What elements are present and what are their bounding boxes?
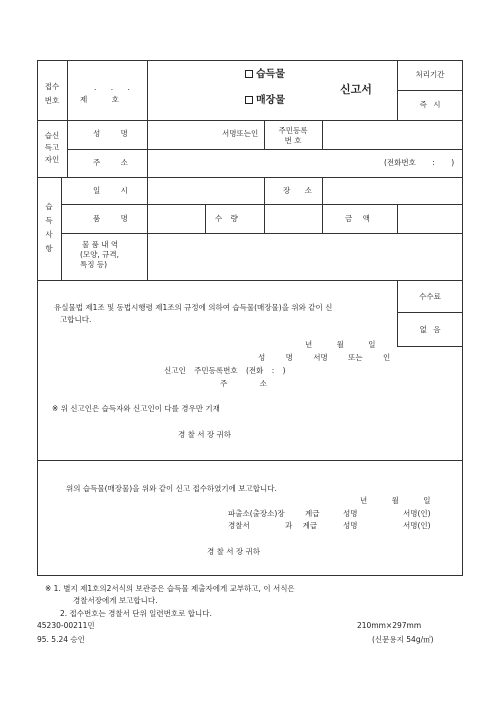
divider [264,120,265,149]
report-row2-sign: 서명(인) [403,521,431,530]
divider [264,177,265,204]
divider [37,280,463,281]
divider [147,177,148,280]
report-row2-rank: 과 계급 [285,521,318,530]
report-recipient: 경 찰 서 장 귀하 [207,547,261,556]
report-date: 년 월 일 [360,496,431,505]
declarant-address: 주 소 [220,379,267,388]
divider [322,204,323,233]
report-row2-org: 경찰서 [228,521,250,530]
divider [61,177,62,280]
option-acquired[interactable]: 습득물 [245,70,285,80]
divider [264,204,265,233]
rrn-label: 주민등록 번 호 [278,126,308,145]
paper-type: (신문용지 54g/㎡) [372,635,434,644]
amount-label: 금 액 [345,214,370,223]
fee-label: 수수료 [419,292,441,301]
fee-value: 없 음 [419,325,441,334]
divider [397,280,398,346]
declaration-date: 년 월 일 [305,340,376,349]
receipt-number: 제 호 [80,95,119,104]
place-label: 장 소 [283,186,312,195]
report-row1-org: 파출소(출장소)장 [228,509,285,518]
report-row1-rank: 계급 [305,509,320,518]
report-row1-name: 성명 [343,509,358,518]
divider [37,460,463,461]
quantity-label: 수 량 [215,214,238,223]
divider [147,120,148,177]
sign-label: 서명또는인 [222,129,259,138]
option-buried[interactable]: 매장물 [245,96,285,106]
doc-title: 신고서 [340,83,372,96]
footnote-1b: 경찰서장에게 보고합니다. [73,596,158,605]
checkbox-buried[interactable] [245,96,253,104]
declaration-text: 유실물법 제1조 및 동법시행령 제1조의 규정에 의하여 습득물(매장물)을 위와 같이 신 고합니다. [54,303,333,324]
report-row1-sign: 서명(인) [403,509,431,518]
item-section-label: 습 득 사 항 [45,202,53,253]
divider [397,204,398,233]
processing-period-label: 처리기간 [415,70,445,79]
divider [397,346,463,347]
divider [205,204,206,233]
divider [322,177,323,204]
phone-label: (전화번호 : ) [384,158,455,167]
divider [61,233,463,234]
paper-size: 210mm×297mm [357,621,422,630]
divider [61,204,463,205]
declarant-note: ※ 위 신고인은 습득자와 신고인이 다를 경우만 기재 [52,404,220,413]
divider [67,149,463,150]
report-row2-name: 성명 [343,521,358,530]
product-label: 품 명 [93,214,128,223]
footnote-2: 2. 접수번호는 경찰서 단위 일련번호로 합니다. [60,609,212,618]
divider [67,120,68,177]
reporter-section-label: 습신 득고 자인 [44,131,60,164]
divider [322,120,323,149]
datetime-label: 일 시 [93,186,128,195]
receipt-dots: . . . [94,83,136,92]
divider [67,60,68,120]
declaration-recipient: 경 찰 서 장 귀하 [178,430,232,439]
footnote-1: ※ 1. 별지 제1호의2서식의 보관증은 습득물 제출자에게 교부하고, 이 서식은 [45,584,295,593]
name-label: 성 명 [93,129,128,138]
address-label: 주 소 [93,158,128,167]
report-text: 위의 습득물(매장물)을 위와 같이 신고 접수하였기에 보고합니다. [66,484,277,493]
divider [147,60,148,120]
divider [37,177,463,178]
divider [397,312,463,313]
approval-date: 95. 5.24 승인 [37,635,85,644]
divider [397,90,463,91]
processing-period-value: 즉 시 [419,100,441,109]
item-detail-label: 물 품 내 역 (모양, 규격, 특징 등) [80,240,120,269]
declarant-name: 성 명 서명 또는 인 [258,353,391,362]
form-code: 45230-00211민 [37,621,95,630]
receipt-label: 접수 번호 [44,82,60,105]
declarant-rrn: 신고인 주민등록번호 (전화 : ) [164,366,286,375]
checkbox-acquired[interactable] [245,70,253,78]
divider [37,120,463,121]
